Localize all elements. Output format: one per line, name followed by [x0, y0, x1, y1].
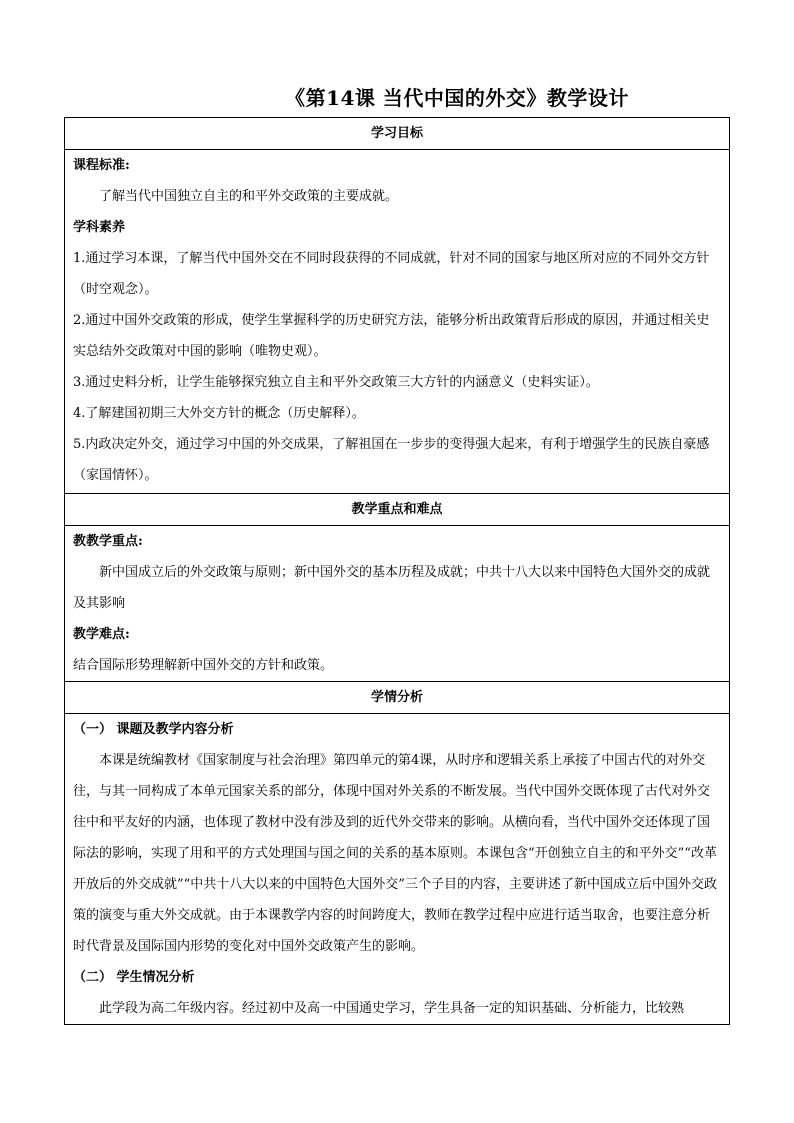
analysis-part1-label: （一） 课题及教学内容分析	[73, 722, 234, 737]
objective-item: 2.通过中国外交政策的形成，使学生掌握科学的历史研究方法，能够分析出政策背后形成的原因，并通过相关史实总结外交政策对中国的影响（唯物史观）。	[73, 313, 710, 359]
objective-item: 4.了解建国初期三大外交方针的概念（历史解释）。	[73, 406, 365, 421]
section-header-row	[65, 118, 730, 150]
key-point-text: 新中国成立后的外交政策与原则；新中国外交的基本历程及成就；中共十八大以来中国特色大国外交的成就及其影响	[73, 565, 711, 611]
analysis-part2-label: （二） 学生情况分析	[73, 970, 195, 985]
objective-item: 3.通过史料分析，让学生能够探究独立自主和平外交政策三大方针的内涵意义（史料实证）。	[73, 375, 599, 390]
difficulty-text: 结合国际形势理解新中国外交的方针和政策。	[73, 658, 334, 673]
analysis-part1-text: 本课是统编教材《国家制度与社会治理》第四单元的第4课，从时序和逻辑关系上承接了中国古代的对外交往，与其一同构成了本单元国家关系的部分，体现中国对外关系的不断发展。当代中国外交既体现了古代对外交往中和平友好的内涵，也体现了教材中没有涉及到的近代外交带来的影响。从横向看，当代中国外交还体现了国际法的影响，实现了用和平的方式处理国与国之间的关系的基本原则。本课包含“开创独立自主的和平外交”“改革开放后的外交成就”“中共十八大以来的中国特色大国外交”三个子目的内容，主要讲述了新中国成立后中国外交政策的演变与重大外交成就。由于本课教学内容的时间跨度大，教师在教学过程中应进行适当取舍，也要注意分析时代背景及国际国内形势的变化对中国外交政策产生的影响。	[73, 753, 717, 954]
analysis-cell	[65, 714, 730, 1025]
curriculum-text: 了解当代中国独立自主的和平外交政策的主要成就。	[99, 189, 399, 204]
document-title: 《第14课 当代中国的外交》教学设计	[285, 86, 629, 110]
objective-item: 5.内政决定外交，通过学习中国的外交成果，了解祖国在一步步的变得强大起来，有利于增强学生的民族自豪感（家国情怀）。	[73, 437, 710, 483]
difficulty-label: 教学难点:	[73, 627, 130, 642]
lesson-plan-table	[64, 117, 730, 1025]
section-header-analysis: 学情分析	[65, 682, 730, 714]
key-points-cell	[65, 526, 730, 682]
curriculum-label: 课程标准:	[73, 158, 130, 173]
section-header-row	[65, 494, 730, 526]
key-point-label: 教教学重点:	[73, 534, 143, 549]
analysis-part2-text: 此学段为高二年级内容。经过初中及高一中国通史学习，学生具备一定的知识基础、分析能力，比较熟	[99, 1001, 685, 1016]
literacy-label: 学科素养	[73, 220, 126, 235]
section-header-key-points: 教学重点和难点	[65, 494, 730, 526]
objective-item: 1.通过学习本课，了解当代中国外交在不同时段获得的不同成就，针对不同的国家与地区所对应的不同外交方针（时空观念）。	[73, 251, 710, 297]
section-header-row	[65, 682, 730, 714]
section-body-row	[65, 150, 730, 494]
section-body-row	[65, 526, 730, 682]
section-body-row	[65, 714, 730, 1025]
objectives-cell	[65, 150, 730, 494]
section-header-objectives: 学习目标	[65, 118, 730, 150]
